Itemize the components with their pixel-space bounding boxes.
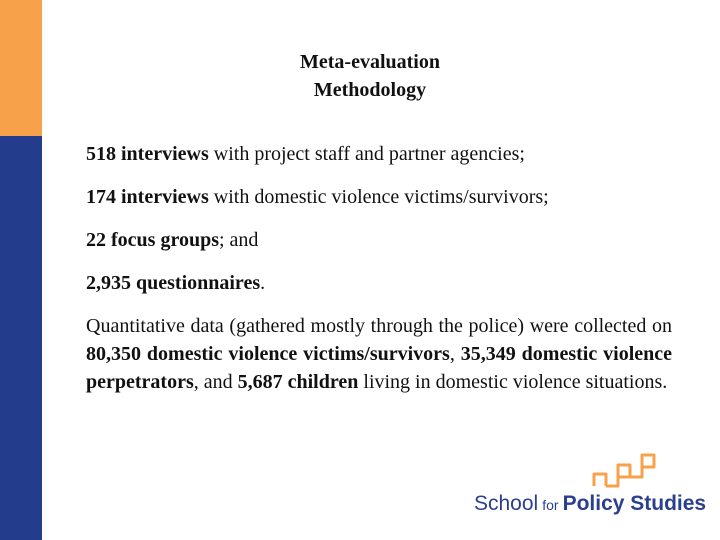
- slide-title: [170, 48, 570, 104]
- school-for-policy-studies-logo: [474, 452, 706, 522]
- logo-squares-icon: [592, 452, 664, 488]
- slide-body: [86, 140, 672, 396]
- list-item: 174 interviews with domestic violence victims/survivors;: [86, 186, 549, 208]
- accent-bar-blue: [0, 136, 42, 540]
- quantitative-data-paragraph: Quantitative data (gathered mostly through the police) were collected on 80,350 domestic violence victims/survivors, 35,349 domestic violence perpetrators, and 5,687 children living in domestic violence situations.: [86, 315, 672, 393]
- list-item: 22 focus groups; and: [86, 229, 259, 251]
- title-line-1: Meta-evaluation: [300, 51, 440, 73]
- accent-bar-orange: [0, 0, 42, 136]
- list-item: 518 interviews with project staff and partner agencies;: [86, 143, 525, 165]
- list-item: 2,935 questionnaires.: [86, 272, 266, 294]
- title-line-2: Methodology: [313, 79, 427, 101]
- logo-wordmark: School for Policy Studies: [474, 492, 707, 515]
